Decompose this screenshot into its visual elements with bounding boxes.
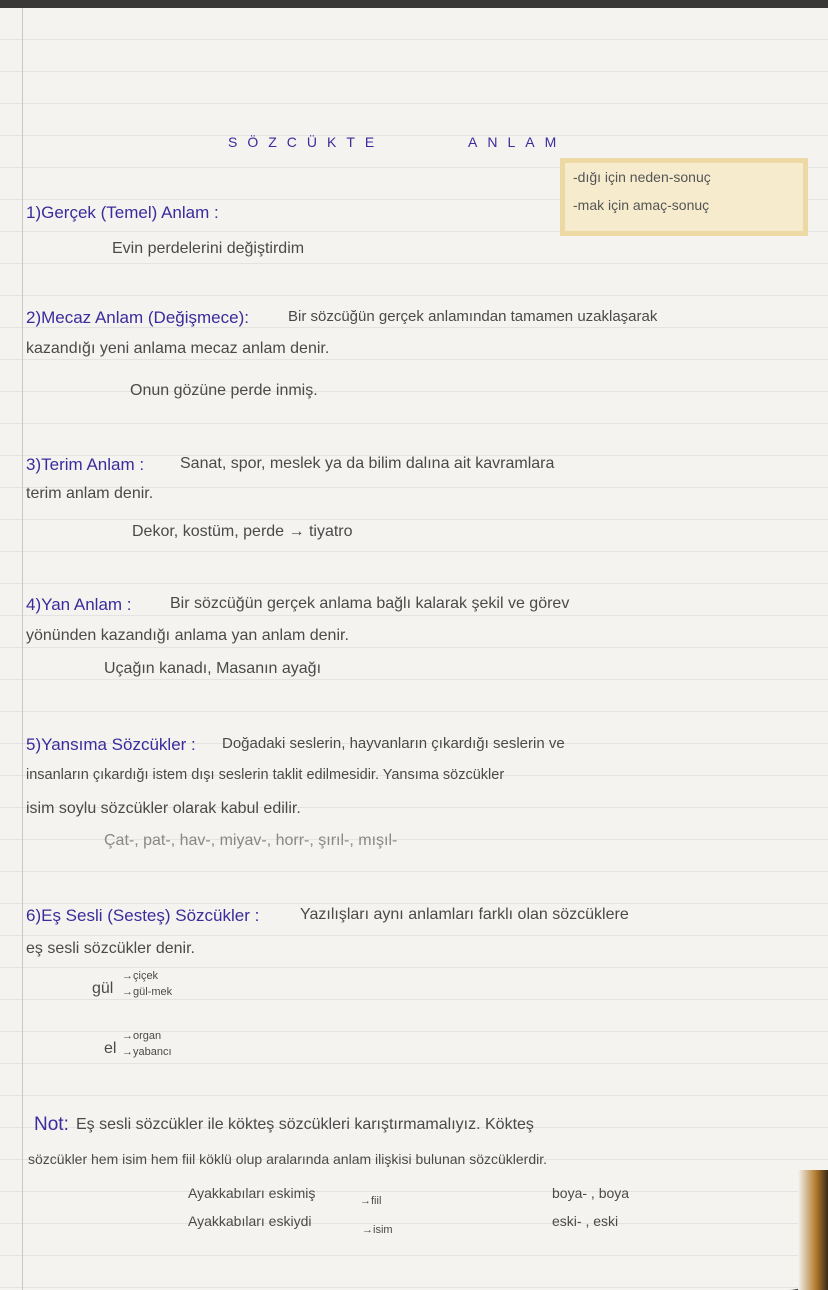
note-label: Not: (34, 1114, 69, 1135)
homonym-meaning: →çiçek (122, 970, 159, 982)
page-corner-shadow (798, 1170, 828, 1290)
sticky-note (560, 158, 808, 236)
definition: Yazılışları aynı anlamları farklı olan sözcüklere (300, 906, 629, 923)
note-pair: eski- , eski (552, 1213, 619, 1229)
note-text: sözcükler hem isim hem fiil köklü olup aralarında anlam ilişkisi bulunan sözcüklerdir. (28, 1151, 547, 1167)
definition: Sanat, spor, meslek ya da bilim dalına ait kavramlara (180, 455, 555, 472)
page-title: SÖZCÜKTE (228, 134, 385, 150)
definition: isim soylu sözcükler olarak kabul edilir. (26, 800, 301, 817)
homonym-word: el (104, 1040, 117, 1057)
definition: eş sesli sözcükler denir. (26, 940, 195, 957)
example: Onun gözüne perde inmiş. (130, 382, 318, 399)
definition: Bir sözcüğün gerçek anlama bağlı kalarak şekil ve görev (170, 595, 570, 612)
section-heading: 6)Eş Sesli (Sesteş) Sözcükler : (26, 906, 260, 925)
homonym-meaning: →yabancı (122, 1046, 172, 1058)
example: Evin perdelerini değiştirdim (112, 240, 305, 257)
note-line: -mak için amaç-sonuç (573, 197, 710, 213)
section-heading: 1)Gerçek (Temel) Anlam : (26, 203, 219, 222)
homonym-meaning: →gül-mek (122, 986, 173, 998)
section-heading: 4)Yan Anlam : (26, 595, 132, 614)
note-example: Ayakkabıları eskimiş (188, 1185, 316, 1201)
definition: yönünden kazandığı anlama yan anlam denir. (26, 627, 349, 644)
section-heading: 5)Yansıma Sözcükler : (26, 735, 196, 754)
margin-line (22, 8, 23, 1290)
note-tag: →fiil (360, 1195, 382, 1207)
note-tag: →isim (362, 1224, 393, 1236)
definition: insanların çıkardığı istem dışı seslerin taklit edilmesidir. Yansıma sözcükler (26, 767, 505, 783)
page-title-2: ANLAM (468, 134, 567, 150)
definition: kazandığı yeni anlama mecaz anlam denir. (26, 340, 330, 357)
homonym-word: gül (92, 980, 114, 997)
definition: Doğadaki seslerin, hayvanların çıkardığı seslerin ve (222, 735, 565, 752)
section-heading: 3)Terim Anlam : (26, 455, 145, 474)
note-example: Ayakkabıları eskiydi (188, 1213, 312, 1229)
example: Çat-, pat-, hav-, miyav-, horr-, şırıl-, mışıl- (104, 832, 398, 849)
definition: Bir sözcüğün gerçek anlamından tamamen uzaklaşarak (288, 308, 658, 325)
note-text: Eş sesli sözcükler ile kökteş sözcükleri karıştırmamalıyız. Kökteş (76, 1116, 534, 1133)
definition: terim anlam denir. (26, 485, 154, 502)
homonym-meaning: →organ (122, 1030, 162, 1042)
note-pair: boya- , boya (552, 1185, 630, 1201)
section-heading: 2)Mecaz Anlam (Değişmece): (26, 308, 249, 327)
example: Dekor, kostüm, perde → tiyatro (132, 523, 353, 540)
example: Uçağın kanadı, Masanın ayağı (104, 660, 322, 677)
note-line: -dığı için neden-sonuç (573, 169, 711, 185)
